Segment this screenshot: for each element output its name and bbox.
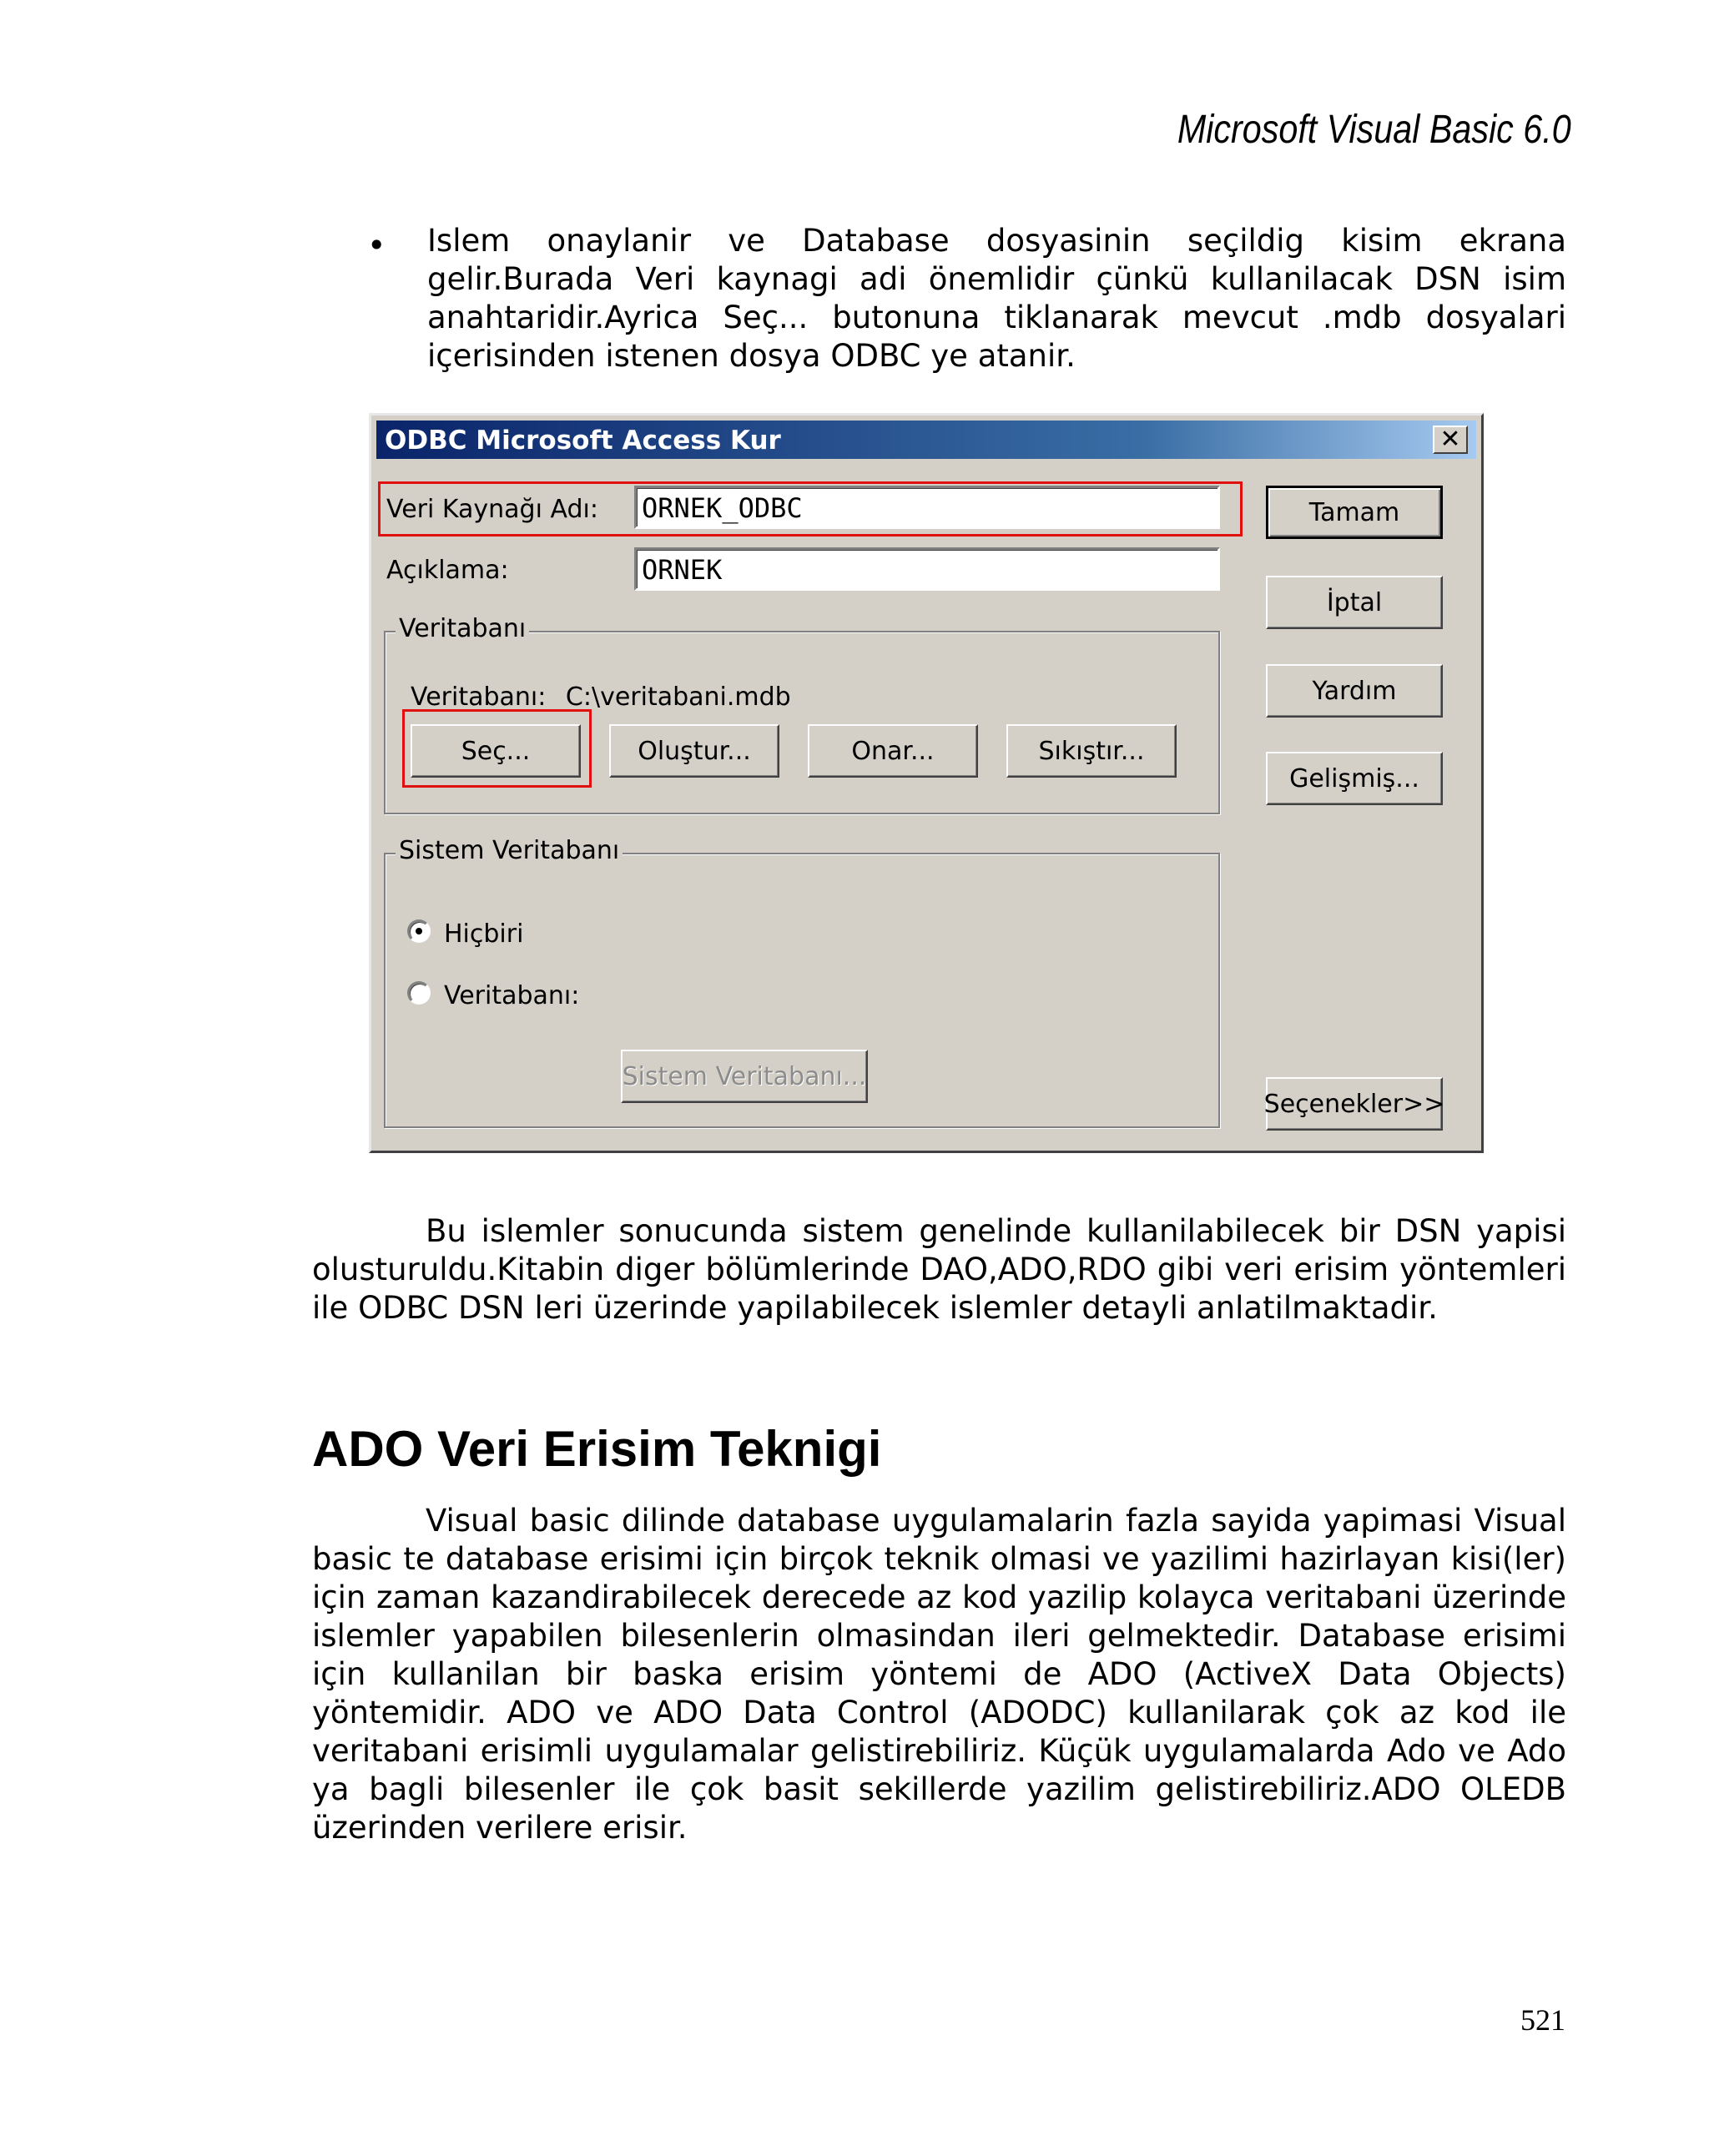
highlight-box-data-source: [378, 481, 1243, 536]
cancel-button[interactable]: İptal: [1266, 576, 1443, 629]
help-button[interactable]: Yardım: [1266, 664, 1443, 718]
system-database-group-legend: Sistem Veritabanı: [396, 836, 623, 865]
database-path-value: C:\veritabani.mdb: [565, 683, 791, 712]
select-database-button[interactable]: Seç...: [411, 724, 581, 778]
database-group-legend: Veritabanı: [396, 614, 529, 643]
data-source-field[interactable]: ORNEK_ODBC: [634, 486, 1220, 529]
ok-button[interactable]: Tamam: [1266, 486, 1443, 539]
dialog-title: ODBC Microsoft Access Kur: [385, 426, 781, 456]
radio-none-label[interactable]: Hiçbiri: [444, 919, 524, 949]
bullet-paragraph: Islem onaylanir ve Database dosyasinin seçildig kisim ekrana gelir.Burada Veri kaynagi adi önemlidir çünkü kullanilacak DSN isim anahtaridir.Ayrica Seç... butonuna tiklanarak mevcut .mdb dosyalari içerisinden istenen dosya ODBC ye atanir.: [427, 223, 1566, 374]
dialog-titlebar: [376, 421, 1476, 459]
compact-database-button[interactable]: Sıkıştır...: [1006, 724, 1177, 778]
radio-selected-dot: [416, 928, 422, 934]
create-database-button[interactable]: Oluştur...: [609, 724, 779, 778]
body-paragraph-ado: Visual basic dilinde database uygulamalarin fazla sayida yapimasi Visual basic te database erisimi için birçok teknik olmasi ve yazilimi hazirlayan kisi(ler) için zaman kazandirabilecek derecede az kod yazilip kolayca veritabani üzerinde islemler yapabilen bilesenlerin olmasindan ileri gelmektedir. Database erisimi için kullanilan bir baska erisim yöntemi de ADO (ActiveX Data Objects) yöntemidir. ADO ve ADO Data Control (ADODC) kullanilarak çok az kod ile veritabani erisimli uygulamalar gelistirebiliriz. Küçük uygulamalarda Ado ve Ado ya bagli bilesenler ile çok basit sekillerde yazilim gelistirebiliriz.ADO OLEDB üzerinden verilere erisir.: [312, 1503, 1566, 1846]
database-path-caption: Veritabanı:: [411, 683, 547, 712]
odbc-setup-dialog: [369, 413, 1484, 1153]
bullet-icon: •: [367, 227, 386, 264]
close-icon[interactable]: ✕: [1433, 426, 1468, 454]
running-header: Microsoft Visual Basic 6.0: [1177, 108, 1571, 152]
description-label: Açıklama:: [386, 556, 509, 585]
radio-database-label[interactable]: Veritabanı:: [444, 981, 580, 1010]
database-path-label: [411, 683, 791, 712]
section-heading: ADO Veri Erisim Teknigi: [312, 1421, 882, 1477]
page-number: 521: [1520, 2003, 1565, 2037]
advanced-button[interactable]: Gelişmiş...: [1266, 752, 1443, 805]
system-database-button[interactable]: Sistem Veritabanı...: [621, 1050, 868, 1103]
repair-database-button[interactable]: Onar...: [808, 724, 978, 778]
system-database-groupbox: [384, 836, 1220, 1128]
description-field[interactable]: ORNEK: [634, 547, 1220, 591]
highlight-box-select: [402, 709, 592, 788]
radio-database[interactable]: [407, 981, 431, 1005]
data-source-label: Veri Kaynağı Adı:: [386, 495, 598, 524]
options-button[interactable]: Seçenekler>>: [1266, 1077, 1443, 1131]
body-paragraph-dsn: Bu islemler sonucunda sistem genelinde kullanilabilecek bir DSN yapisi olusturuldu.Kitabin diger bölümlerinde DAO,ADO,RDO gibi veri erisim yöntemleri ile ODBC DSN leri üzerinde yapilabilecek islemler detayli anlatilmaktadir.: [312, 1213, 1566, 1326]
radio-none[interactable]: [407, 919, 431, 943]
